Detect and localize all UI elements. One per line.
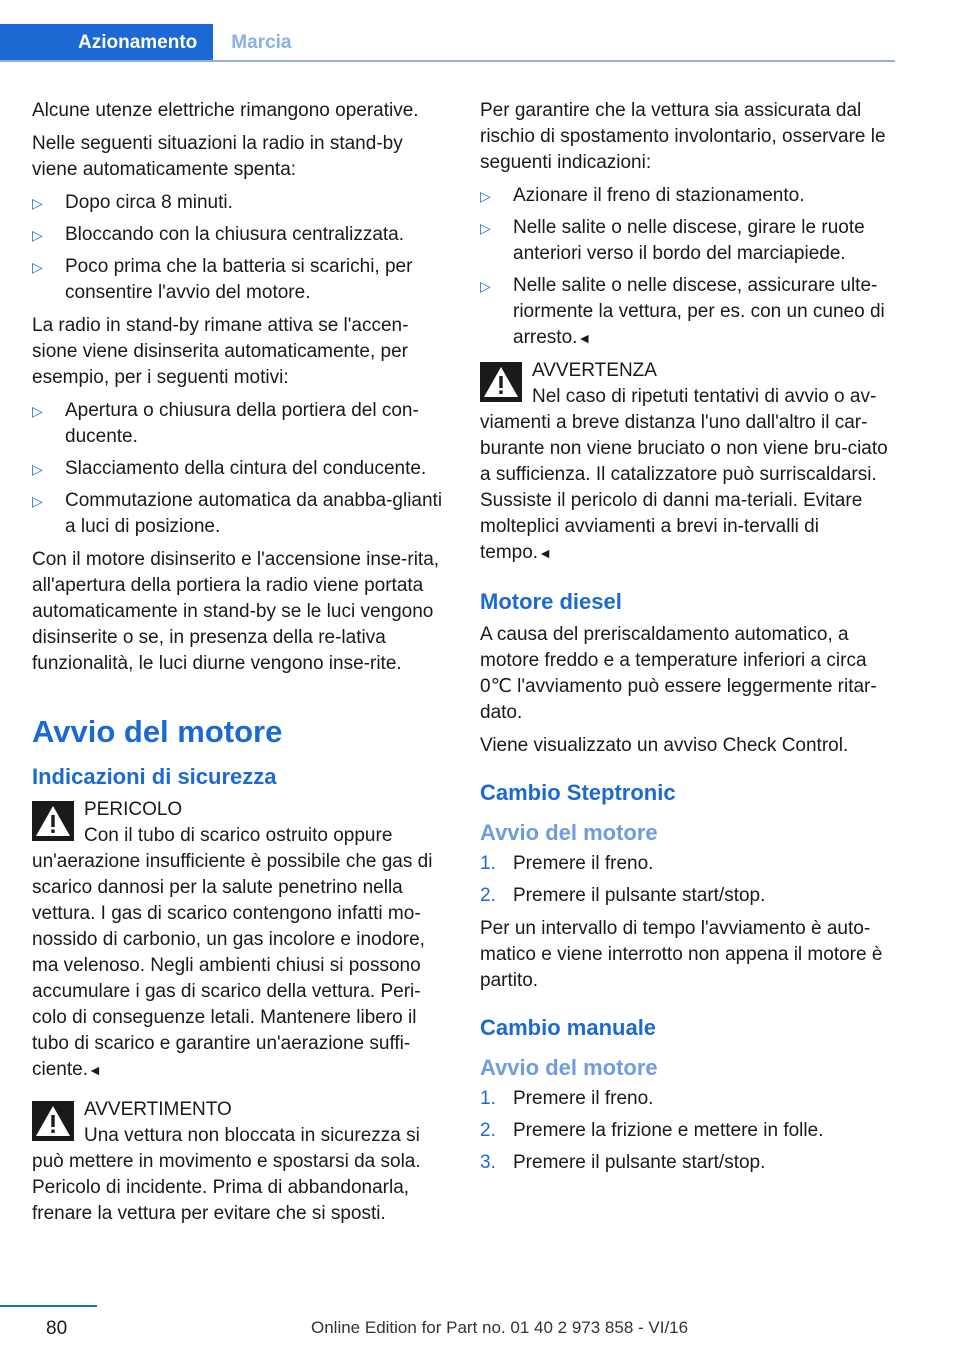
bullet-icon: ▷ [32,461,43,477]
edition-note: Online Edition for Part no. 01 40 2 973 858 - VI/16 [311,1318,689,1337]
subsection-title: Motore diesel [480,589,622,614]
numbered-list [480,851,895,909]
list-item: ▷ Apertura o chiusura della portiera del con-ducente. [32,400,419,447]
list-item: ▷ Nelle salite o nelle discese, girare le ruote anteriori verso il bordo del marciapiede. [480,217,865,264]
warning-triangle-icon [480,362,522,402]
bullet-list [32,398,452,540]
end-mark-icon: ◄ [577,330,592,346]
tab-azionamento: Azionamento [0,24,213,62]
list-item: 3. Premere il pulsante start/stop. [480,1150,895,1176]
bullet-icon: ▷ [480,278,491,294]
subsection-title: Indicazioni di sicurezza [32,764,277,789]
bullet-icon: ▷ [32,195,43,211]
paragraph: A causa del preriscaldamento automatico, a motore freddo e a temperature inferiori a circa 0℃ l'avviamento può essere leggermente ritar-dato. [480,624,877,723]
list-item: ▷ Azionare il freno di stazionamento. [480,183,895,209]
notice-text: Una vettura non bloccata in sicurezza si può mettere in movimento e spostarsi da sola. Pericolo di incidente. Prima di abbandonarla, frenare la vettura per evitare che si sposti. [32,1125,421,1224]
bullet-list [32,190,452,306]
list-item: ▷ Poco prima che la batteria si scarichi, per consentire l'avvio del motore. [32,256,413,303]
step-number: 2. [480,885,496,906]
paragraph: Con il motore disinserito e l'accensione inse-rita, all'apertura della portiera la radio viene portata automaticamente in stand-by se le luci vengono disinserite o se, in presenza della re-lativa funzionalità, le luci diurne vengono inse-rite. [32,549,440,674]
right-column [480,98,895,1183]
warning-notice [32,1097,452,1227]
bullet-icon: ▷ [480,188,491,204]
sub-subsection-title: Avvio del motore [480,1055,658,1080]
list-item: 1. Premere il freno. [480,1086,895,1112]
left-column [32,98,452,1241]
bullet-list [480,183,895,351]
step-number: 1. [480,853,496,874]
subsection-title: Cambio Steptronic [480,780,676,805]
step-number: 1. [480,1088,496,1109]
paragraph: Per un intervallo di tempo l'avviamento è auto-matico e viene interrotto non appena il motore è partito. [480,918,883,991]
end-mark-icon: ◄ [538,545,552,561]
sub-subsection-title: Avvio del motore [480,820,658,845]
section-title: Avvio del motore [32,714,283,749]
header-tabs [0,24,309,62]
notice-text: Con il tubo di scarico ostruito oppure un'aerazione insufficiente è possibile che gas di scarico dannosi per la salute penetrino nella vettura. I gas di scarico contengono infatti mo-nossido di carbonio, un gas incolore e inodore, ma velenoso. Negli ambienti chiusi si possono accumulare i gas di scarico della vettura. Peri-colo di conseguenze letali. Mantenere libero il tubo di scarico e garantire un'aerazione suffi-ciente. [32,825,433,1080]
warning-triangle-icon [32,1101,74,1141]
bullet-icon: ▷ [32,259,43,275]
subsection-title: Cambio manuale [480,1015,657,1040]
paragraph: Per garantire che la vettura sia assicurata dal rischio di spostamento involontario, osservare le seguenti indicazioni: [480,100,886,173]
warning-triangle-icon [32,801,74,841]
danger-notice [32,797,452,1083]
bullet-icon: ▷ [32,493,43,509]
list-item: 1. Premere il freno. [480,851,895,877]
list-item: ▷ Nelle salite o nelle discese, assicurare ulte-riormente la vettura, per es. con un cuneo di arresto.◄ [480,275,885,348]
notice-title: AVVERTENZA [532,360,657,381]
list-item: 2. Premere la frizione e mettere in folle. [480,1118,895,1144]
notice-title: PERICOLO [84,799,183,820]
paragraph: La radio in stand-by rimane attiva se l'accen-sione viene disinserita automaticamente, per esempio, per i seguenti motivi: [32,315,409,388]
end-mark-icon: ◄ [87,1062,102,1078]
numbered-list [480,1086,895,1176]
list-item: ▷ Commutazione automatica da anabba-glianti a luci di posizione. [32,490,443,537]
caution-notice [480,358,895,566]
notice-text: Nel caso di ripetuti tentativi di avvio o av-viamenti a breve distanza l'uno dall'altro il car-burante non viene bruciato o non viene bru-ciato a sufficienza. Il catalizzatore può surriscaldarsi. Sussiste il pericolo di danni ma-teriali. Evitare molteplici avviamenti a brevi in-tervalli di tempo. [480,386,888,563]
list-item: ▷ Dopo circa 8 minuti. [32,190,452,216]
bullet-icon: ▷ [480,220,491,236]
bullet-icon: ▷ [32,227,43,243]
page-number: 80 [46,1318,68,1339]
paragraph: Viene visualizzato un avviso Check Control. [480,735,849,756]
paragraph: Alcune utenze elettriche rimangono operative. [32,100,419,121]
tab-marcia: Marcia [231,32,292,53]
step-number: 3. [480,1152,496,1173]
bullet-icon: ▷ [32,403,43,419]
list-item: ▷ Slacciamento della cintura del conducente. [32,456,452,482]
paragraph: Nelle seguenti situazioni la radio in stand-by viene automaticamente spenta: [32,133,403,180]
list-item: 2. Premere il pulsante start/stop. [480,883,895,909]
header-rule [0,60,895,62]
notice-title: AVVERTIMENTO [84,1099,232,1120]
footer-rule [0,1305,97,1307]
list-item: ▷ Bloccando con la chiusura centralizzata. [32,222,452,248]
step-number: 2. [480,1120,496,1141]
